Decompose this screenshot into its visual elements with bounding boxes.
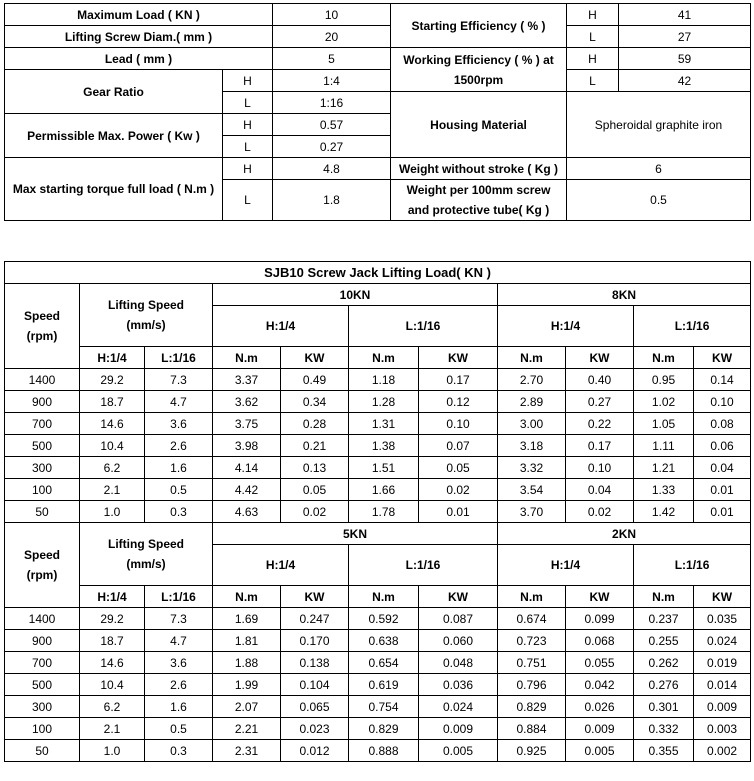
lifting-speed-header-line2: (mm/s) [126, 557, 166, 571]
table-row [5, 718, 751, 740]
nm-header: N.m [498, 586, 566, 608]
load-b-l-kw: 0.002 [694, 740, 751, 762]
load-b-l-nm: 0.95 [634, 369, 694, 391]
load-a-l-kw: 0.060 [419, 630, 498, 652]
lifting-speed-header-line1: Lifting Speed [108, 537, 184, 551]
load-b-h-nm: 0.829 [498, 696, 566, 718]
lift-h-cell: 10.4 [80, 674, 145, 696]
power-l: 0.27 [273, 136, 391, 158]
load-b-h-kw: 0.27 [566, 391, 634, 413]
load-b-h-nm: 3.00 [498, 413, 566, 435]
lead-label: Lead ( mm ) [5, 48, 273, 70]
weight-100mm-label-line1: Weight per 100mm screw [406, 183, 551, 197]
load-b-h-kw: 0.099 [566, 608, 634, 630]
load-b-h-nm: 3.54 [498, 479, 566, 501]
kw-header: KW [419, 347, 498, 369]
load-a-l-nm: 1.38 [349, 435, 419, 457]
speed-header-line1: Speed [23, 548, 60, 562]
working-efficiency-l-mark: L [567, 70, 619, 92]
load-b-l-kw: 0.14 [694, 369, 751, 391]
load-a-h-kw: 0.065 [281, 696, 349, 718]
load-a-l-kw: 0.005 [419, 740, 498, 762]
load-a-l-nm: 0.829 [349, 718, 419, 740]
load-a-l-nm: 1.18 [349, 369, 419, 391]
load-b-l-nm: 1.05 [634, 413, 694, 435]
ratio-h-header: H:1/4 [213, 306, 349, 347]
table-row [5, 413, 751, 435]
load-a-h-nm: 4.63 [213, 501, 281, 523]
load-a-h-kw: 0.023 [281, 718, 349, 740]
load-a-l-nm: 1.51 [349, 457, 419, 479]
torque-h: 4.8 [273, 158, 391, 180]
lift-l-cell: 2.6 [145, 435, 213, 457]
load-a-h-nm: 1.81 [213, 630, 281, 652]
load-b-l-nm: 0.332 [634, 718, 694, 740]
load-b-l-kw: 0.01 [694, 479, 751, 501]
load-a-l-nm: 1.66 [349, 479, 419, 501]
nm-header: N.m [213, 586, 281, 608]
lift-h-cell: 6.2 [80, 696, 145, 718]
lift-h-cell: 18.7 [80, 630, 145, 652]
load-b-h-kw: 0.026 [566, 696, 634, 718]
lift-h-cell: 1.0 [80, 501, 145, 523]
gear-ratio-h-mark: H [223, 70, 273, 92]
load-b-l-kw: 0.06 [694, 435, 751, 457]
load-a-l-kw: 0.087 [419, 608, 498, 630]
speed-cell: 1400 [5, 369, 80, 391]
lift-l-cell: 0.5 [145, 479, 213, 501]
load-a-h-nm: 2.31 [213, 740, 281, 762]
table-row [5, 501, 751, 523]
speed-cell: 100 [5, 479, 80, 501]
lift-l-cell: 2.6 [145, 674, 213, 696]
load-b-l-kw: 0.01 [694, 501, 751, 523]
load-a-l-kw: 0.048 [419, 652, 498, 674]
load-a-l-nm: 0.638 [349, 630, 419, 652]
gear-ratio-l: 1:16 [273, 92, 391, 114]
weight-100mm-label [391, 180, 567, 221]
load-a-l-kw: 0.12 [419, 391, 498, 413]
load-a-l-nm: 0.619 [349, 674, 419, 696]
load-a-l-nm: 0.754 [349, 696, 419, 718]
lifting-speed-header-line1: Lifting Speed [108, 298, 184, 312]
load-b-l-nm: 0.262 [634, 652, 694, 674]
speed-header-line1: Speed [23, 309, 60, 323]
load-b-l-kw: 0.10 [694, 391, 751, 413]
load-a-h-nm: 1.99 [213, 674, 281, 696]
load-a-l-kw: 0.024 [419, 696, 498, 718]
table-row [5, 696, 751, 718]
load-a-h-nm: 3.98 [213, 435, 281, 457]
gear-ratio-l-mark: L [223, 92, 273, 114]
ratio-l-header: L:1/16 [634, 545, 751, 586]
load-a-h-kw: 0.34 [281, 391, 349, 413]
ratio-l-header: L:1/16 [349, 306, 498, 347]
table-row [5, 674, 751, 696]
load-a-l-nm: 1.78 [349, 501, 419, 523]
load-b-l-nm: 0.355 [634, 740, 694, 762]
speed-header [5, 284, 80, 369]
lift-h-cell: 29.2 [80, 369, 145, 391]
speed-cell: 50 [5, 501, 80, 523]
nm-header: N.m [634, 347, 694, 369]
lift-h-cell: 2.1 [80, 479, 145, 501]
load-b-h-kw: 0.042 [566, 674, 634, 696]
power-h: 0.57 [273, 114, 391, 136]
load-b-l-kw: 0.024 [694, 630, 751, 652]
load-header-left: 10KN [213, 284, 498, 306]
load-b-l-kw: 0.035 [694, 608, 751, 630]
load-b-l-kw: 0.08 [694, 413, 751, 435]
load-a-h-nm: 1.88 [213, 652, 281, 674]
lift-h-cell: 18.7 [80, 391, 145, 413]
housing-material-label: Housing Material [391, 92, 567, 158]
working-efficiency-label-line2: 1500rpm [453, 72, 504, 87]
load-a-h-kw: 0.21 [281, 435, 349, 457]
table-row [5, 479, 751, 501]
load-b-h-nm: 3.18 [498, 435, 566, 457]
working-efficiency-h: 59 [619, 48, 751, 70]
kw-header: KW [566, 347, 634, 369]
load-b-l-nm: 1.21 [634, 457, 694, 479]
weight-100mm-value: 0.5 [567, 180, 751, 221]
load-b-l-nm: 1.11 [634, 435, 694, 457]
starting-efficiency-l: 27 [619, 26, 751, 48]
load-a-h-kw: 0.28 [281, 413, 349, 435]
load-b-l-kw: 0.009 [694, 696, 751, 718]
load-b-l-kw: 0.04 [694, 457, 751, 479]
load-a-h-nm: 2.21 [213, 718, 281, 740]
load-b-l-nm: 1.33 [634, 479, 694, 501]
nm-header: N.m [349, 347, 419, 369]
lifting-load-body [5, 262, 751, 762]
load-b-h-kw: 0.009 [566, 718, 634, 740]
load-a-h-nm: 2.07 [213, 696, 281, 718]
load-b-h-kw: 0.40 [566, 369, 634, 391]
load-b-l-kw: 0.019 [694, 652, 751, 674]
lift-l-cell: 7.3 [145, 608, 213, 630]
speed-cell: 700 [5, 413, 80, 435]
load-a-h-kw: 0.104 [281, 674, 349, 696]
speed-cell: 1400 [5, 608, 80, 630]
load-b-h-kw: 0.02 [566, 501, 634, 523]
load-a-h-kw: 0.05 [281, 479, 349, 501]
load-b-h-nm: 2.89 [498, 391, 566, 413]
nm-header: N.m [634, 586, 694, 608]
lift-l-cell: 0.3 [145, 740, 213, 762]
power-h-mark: H [223, 114, 273, 136]
kw-header: KW [694, 347, 751, 369]
load-b-h-kw: 0.22 [566, 413, 634, 435]
housing-material-value: Spheroidal graphite iron [567, 92, 751, 158]
power-label: Permissible Max. Power ( Kw ) [5, 114, 223, 158]
speed-header-line2: (rpm) [26, 329, 58, 343]
load-b-l-kw: 0.014 [694, 674, 751, 696]
nm-header: N.m [213, 347, 281, 369]
load-b-h-nm: 3.32 [498, 457, 566, 479]
speed-cell: 100 [5, 718, 80, 740]
table-row [5, 652, 751, 674]
load-a-l-nm: 1.28 [349, 391, 419, 413]
load-b-h-nm: 2.70 [498, 369, 566, 391]
load-header-left: 5KN [213, 523, 498, 545]
kw-header: KW [281, 586, 349, 608]
table-row [5, 630, 751, 652]
lifting-speed-header [80, 523, 213, 586]
load-a-l-nm: 0.654 [349, 652, 419, 674]
nm-header: N.m [498, 347, 566, 369]
lift-l-cell: 4.7 [145, 391, 213, 413]
load-b-h-nm: 0.723 [498, 630, 566, 652]
load-a-h-kw: 0.170 [281, 630, 349, 652]
lifting-speed-header-line2: (mm/s) [126, 318, 166, 332]
kw-header: KW [281, 347, 349, 369]
table-row [5, 369, 751, 391]
ratio-h-header: H:1/4 [213, 545, 349, 586]
load-a-h-kw: 0.012 [281, 740, 349, 762]
kw-header: KW [566, 586, 634, 608]
weight-value: 6 [567, 158, 751, 180]
load-a-l-nm: 0.888 [349, 740, 419, 762]
max-load-label: Maximum Load ( KN ) [5, 4, 273, 26]
working-efficiency-label [391, 48, 567, 92]
gear-ratio-h: 1:4 [273, 70, 391, 92]
torque-l-mark: L [223, 180, 273, 221]
lead-value: 5 [273, 48, 391, 70]
load-a-l-kw: 0.10 [419, 413, 498, 435]
kw-header: KW [694, 586, 751, 608]
nm-header: N.m [349, 586, 419, 608]
load-a-l-nm: 1.31 [349, 413, 419, 435]
speed-cell: 900 [5, 391, 80, 413]
load-a-l-kw: 0.07 [419, 435, 498, 457]
ratio-h-header: H:1/4 [498, 545, 634, 586]
load-b-h-nm: 0.925 [498, 740, 566, 762]
speed-cell: 500 [5, 435, 80, 457]
load-table-title: SJB10 Screw Jack Lifting Load( KN ) [5, 262, 751, 284]
speed-cell: 300 [5, 457, 80, 479]
ratio-l-header: L:1/16 [349, 545, 498, 586]
lift-l-cell: 1.6 [145, 457, 213, 479]
torque-label: Max starting torque full load ( N.m ) [5, 158, 223, 221]
table-row [5, 435, 751, 457]
load-a-l-nm: 0.592 [349, 608, 419, 630]
load-b-l-kw: 0.003 [694, 718, 751, 740]
load-b-l-nm: 0.237 [634, 608, 694, 630]
load-a-l-kw: 0.17 [419, 369, 498, 391]
working-efficiency-label-line1: Working Efficiency ( % ) at [403, 52, 554, 67]
load-b-h-kw: 0.17 [566, 435, 634, 457]
load-b-l-nm: 0.255 [634, 630, 694, 652]
speed-cell: 500 [5, 674, 80, 696]
max-load-value: 10 [273, 4, 391, 26]
screw-diam-label: Lifting Screw Diam.( mm ) [5, 26, 273, 48]
load-a-h-kw: 0.247 [281, 608, 349, 630]
torque-h-mark: H [223, 158, 273, 180]
lift-h-cell: 14.6 [80, 652, 145, 674]
weight-100mm-label-line2: and protective tube( Kg ) [407, 203, 550, 217]
speed-cell: 50 [5, 740, 80, 762]
load-a-h-nm: 3.37 [213, 369, 281, 391]
load-b-l-nm: 1.42 [634, 501, 694, 523]
load-b-h-nm: 0.751 [498, 652, 566, 674]
load-a-l-kw: 0.036 [419, 674, 498, 696]
lift-h-cell: 29.2 [80, 608, 145, 630]
ratio-h-header: H:1/4 [498, 306, 634, 347]
load-a-h-kw: 0.49 [281, 369, 349, 391]
lift-h-cell: 2.1 [80, 718, 145, 740]
lifting-speed-header [80, 284, 213, 347]
kw-header: KW [419, 586, 498, 608]
load-b-l-nm: 1.02 [634, 391, 694, 413]
speed-header-line2: (rpm) [26, 568, 58, 582]
lift-l-cell: 0.3 [145, 501, 213, 523]
load-b-h-kw: 0.055 [566, 652, 634, 674]
load-a-l-kw: 0.01 [419, 501, 498, 523]
specification-table [4, 3, 751, 221]
torque-l: 1.8 [273, 180, 391, 221]
lift-l-cell: 4.7 [145, 630, 213, 652]
speed-cell: 700 [5, 652, 80, 674]
lift-h-header: H:1/4 [80, 586, 145, 608]
starting-efficiency-h: 41 [619, 4, 751, 26]
lift-l-header: L:1/16 [145, 347, 213, 369]
load-a-h-kw: 0.138 [281, 652, 349, 674]
starting-efficiency-label: Starting Efficiency ( % ) [391, 4, 567, 48]
load-b-h-nm: 3.70 [498, 501, 566, 523]
lift-l-header: L:1/16 [145, 586, 213, 608]
load-header-right: 8KN [498, 284, 751, 306]
load-b-h-nm: 0.796 [498, 674, 566, 696]
speed-cell: 900 [5, 630, 80, 652]
lift-l-cell: 3.6 [145, 652, 213, 674]
table-row [5, 608, 751, 630]
load-a-h-nm: 4.14 [213, 457, 281, 479]
power-l-mark: L [223, 136, 273, 158]
lift-h-cell: 6.2 [80, 457, 145, 479]
gear-ratio-label: Gear Ratio [5, 70, 223, 114]
lift-h-cell: 14.6 [80, 413, 145, 435]
ratio-l-header: L:1/16 [634, 306, 751, 347]
lift-l-cell: 0.5 [145, 718, 213, 740]
load-b-h-nm: 0.884 [498, 718, 566, 740]
load-b-h-nm: 0.674 [498, 608, 566, 630]
load-a-h-kw: 0.13 [281, 457, 349, 479]
starting-efficiency-l-mark: L [567, 26, 619, 48]
load-a-h-nm: 3.75 [213, 413, 281, 435]
load-a-h-nm: 1.69 [213, 608, 281, 630]
table-row [5, 457, 751, 479]
lift-h-header: H:1/4 [80, 347, 145, 369]
load-b-h-kw: 0.068 [566, 630, 634, 652]
weight-label: Weight without stroke ( Kg ) [391, 158, 567, 180]
load-a-h-nm: 4.42 [213, 479, 281, 501]
working-efficiency-h-mark: H [567, 48, 619, 70]
lifting-load-table [4, 261, 751, 762]
lift-l-cell: 1.6 [145, 696, 213, 718]
lift-h-cell: 1.0 [80, 740, 145, 762]
lift-l-cell: 3.6 [145, 413, 213, 435]
load-a-l-kw: 0.009 [419, 718, 498, 740]
screw-diam-value: 20 [273, 26, 391, 48]
table-row [5, 391, 751, 413]
working-efficiency-l: 42 [619, 70, 751, 92]
load-b-l-nm: 0.276 [634, 674, 694, 696]
lift-h-cell: 10.4 [80, 435, 145, 457]
speed-header [5, 523, 80, 608]
table-row [5, 740, 751, 762]
load-b-h-kw: 0.04 [566, 479, 634, 501]
load-b-h-kw: 0.005 [566, 740, 634, 762]
load-header-right: 2KN [498, 523, 751, 545]
load-b-l-nm: 0.301 [634, 696, 694, 718]
load-a-l-kw: 0.05 [419, 457, 498, 479]
load-a-l-kw: 0.02 [419, 479, 498, 501]
lift-l-cell: 7.3 [145, 369, 213, 391]
load-a-h-kw: 0.02 [281, 501, 349, 523]
load-b-h-kw: 0.10 [566, 457, 634, 479]
starting-efficiency-h-mark: H [567, 4, 619, 26]
load-a-h-nm: 3.62 [213, 391, 281, 413]
speed-cell: 300 [5, 696, 80, 718]
